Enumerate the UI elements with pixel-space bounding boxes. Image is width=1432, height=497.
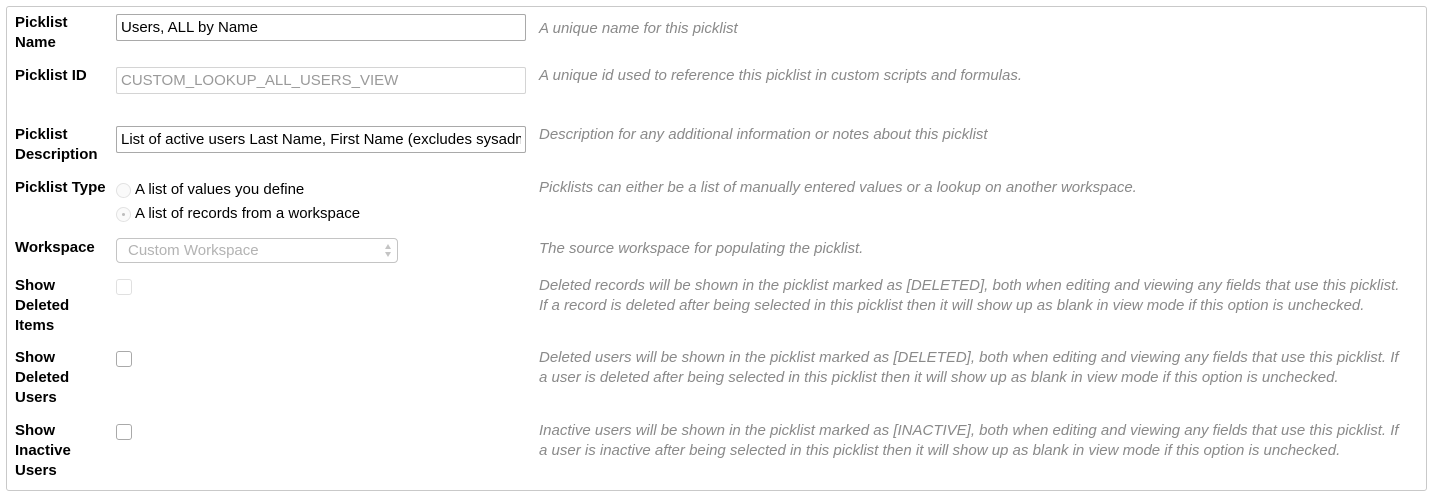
picklist-id-input <box>116 67 526 94</box>
radio-button-selected[interactable] <box>116 207 131 222</box>
radio-option-label: A list of records from a workspace <box>135 205 361 222</box>
radio-button[interactable] <box>116 183 131 198</box>
workspace-label: Workspace <box>15 239 95 256</box>
picklist-type-label: Picklist Type <box>15 179 106 196</box>
radio-option-values[interactable] <box>116 179 304 201</box>
picklist-description-help: Description for any additional information or notes about this picklist <box>539 126 988 143</box>
show-deleted-items-checkbox <box>116 279 132 295</box>
picklist-name-input[interactable] <box>116 14 526 41</box>
show-inactive-users-help: Inactive users will be shown in the picklist marked as [INACTIVE], both when editing and viewing any fields that use this picklist. If a user is inactive after being selected in this picklist then it will show up as blank in view mode if this option is unchecked. <box>539 422 1399 459</box>
picklist-name-help: A unique name for this picklist <box>539 20 738 37</box>
picklist-type-help: Picklists can either be a list of manually entered values or a lookup on another workspace. <box>539 179 1137 196</box>
show-deleted-users-label: Show Deleted Users <box>15 349 70 406</box>
show-deleted-items-help: Deleted records will be shown in the picklist marked as [DELETED], both when editing and viewing any fields that use this picklist. If a record is deleted after being selected in this picklist then it will show up as blank in view mode if this option is unchecked. <box>539 277 1400 314</box>
show-inactive-users-label: Show Inactive Users <box>15 422 71 479</box>
picklist-description-input[interactable] <box>116 126 526 153</box>
show-inactive-users-checkbox[interactable] <box>116 424 132 440</box>
select-arrows-icon <box>384 242 392 259</box>
picklist-form <box>6 6 1427 491</box>
picklist-id-help: A unique id used to reference this picklist in custom scripts and formulas. <box>539 67 1023 84</box>
show-deleted-users-checkbox[interactable] <box>116 351 132 367</box>
workspace-select[interactable] <box>116 238 398 263</box>
show-deleted-items-label: Show Deleted Items <box>15 277 70 334</box>
show-deleted-users-help: Deleted users will be shown in the picklist marked as [DELETED], both when editing and viewing any fields that use this picklist. If a user is deleted after being selected in this picklist then it will show up as blank in view mode if this option is unchecked. <box>539 349 1399 386</box>
picklist-description-label: Picklist Description <box>15 126 98 163</box>
picklist-name-label: Picklist Name <box>15 14 68 51</box>
workspace-select-value: Custom Workspace <box>128 242 259 259</box>
radio-option-workspace[interactable] <box>116 203 360 225</box>
workspace-help: The source workspace for populating the picklist. <box>539 240 864 257</box>
picklist-id-label: Picklist ID <box>15 67 87 84</box>
radio-option-label: A list of values you define <box>135 181 305 198</box>
